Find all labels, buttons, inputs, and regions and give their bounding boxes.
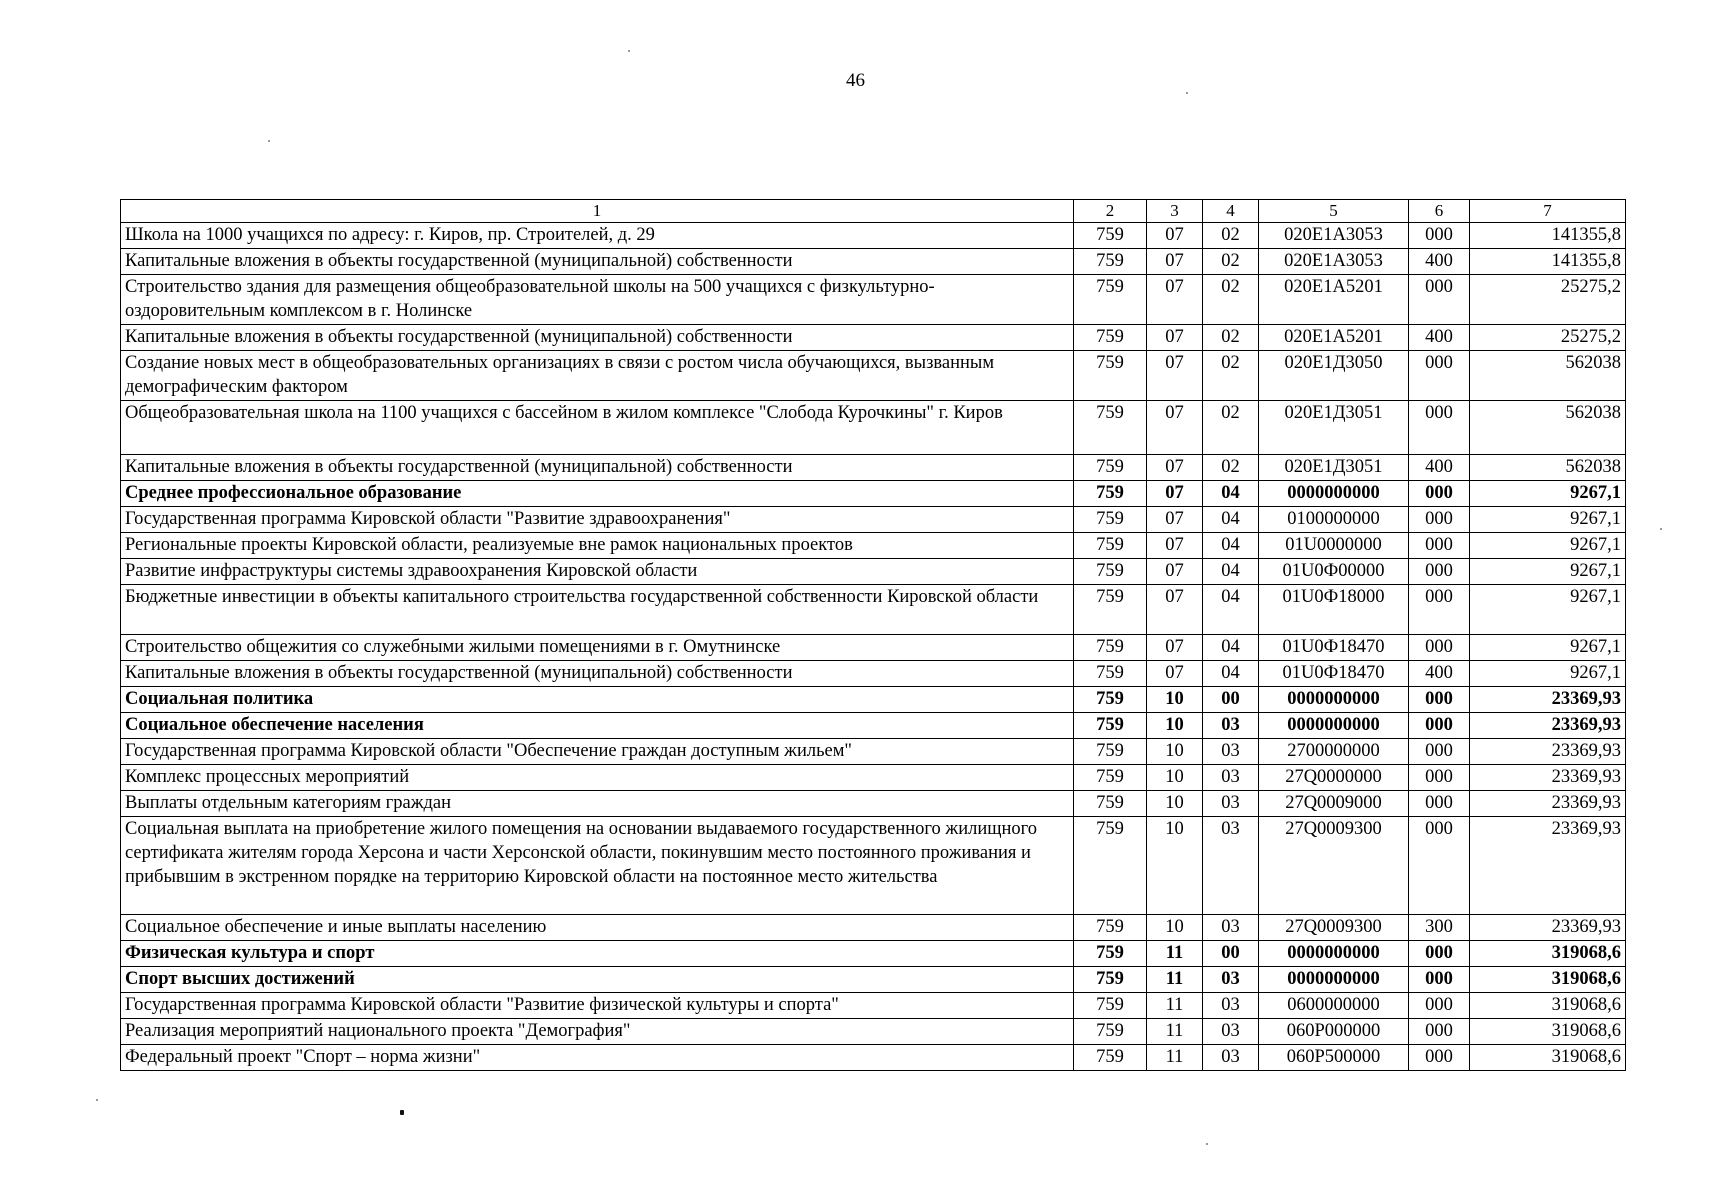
code-2-cell: 759 (1074, 687, 1147, 713)
code-2-cell: 759 (1074, 533, 1147, 559)
code-3-cell: 10 (1147, 791, 1203, 817)
table-row (121, 481, 1626, 507)
code-6-cell: 400 (1409, 249, 1470, 275)
code-6-cell: 000 (1409, 401, 1470, 455)
code-5-cell: 020E1A3053 (1259, 223, 1409, 249)
code-2-cell: 759 (1074, 249, 1147, 275)
code-3-cell: 07 (1147, 533, 1203, 559)
code-4-cell: 03 (1203, 791, 1259, 817)
code-6-cell: 000 (1409, 533, 1470, 559)
amount-cell: 9267,1 (1470, 533, 1626, 559)
table-row (121, 455, 1626, 481)
amount-cell: 319068,6 (1470, 941, 1626, 967)
row-name-cell: Федеральный проект "Спорт – норма жизни" (121, 1045, 1074, 1071)
code-5-cell: 27Q0009300 (1259, 915, 1409, 941)
amount-cell: 23369,93 (1470, 817, 1626, 915)
code-5-cell: 0000000000 (1259, 713, 1409, 739)
code-2-cell: 759 (1074, 507, 1147, 533)
column-header: 7 (1470, 200, 1626, 223)
code-6-cell: 000 (1409, 1019, 1470, 1045)
row-name-cell: Капитальные вложения в объекты государственной (муниципальной) собственности (121, 661, 1074, 687)
row-name-cell: Капитальные вложения в объекты государственной (муниципальной) собственности (121, 249, 1074, 275)
table-row (121, 967, 1626, 993)
code-2-cell: 759 (1074, 585, 1147, 635)
row-name-cell: Комплекс процессных мероприятий (121, 765, 1074, 791)
code-3-cell: 07 (1147, 275, 1203, 325)
scan-speck (1660, 528, 1662, 530)
row-name-cell: Бюджетные инвестиции в объекты капитального строительства государственной собственности Кировской области (121, 585, 1074, 635)
code-6-cell: 000 (1409, 507, 1470, 533)
code-4-cell: 03 (1203, 993, 1259, 1019)
code-5-cell: 27Q0009300 (1259, 817, 1409, 915)
code-5-cell: 0600000000 (1259, 993, 1409, 1019)
code-3-cell: 07 (1147, 661, 1203, 687)
code-4-cell: 04 (1203, 507, 1259, 533)
row-name-cell: Социальное обеспечение и иные выплаты населению (121, 915, 1074, 941)
code-6-cell: 000 (1409, 967, 1470, 993)
code-6-cell: 000 (1409, 687, 1470, 713)
code-4-cell: 03 (1203, 713, 1259, 739)
row-name-cell: Строительство общежития со служебными жилыми помещениями в г. Омутнинске (121, 635, 1074, 661)
table-row (121, 635, 1626, 661)
code-3-cell: 07 (1147, 401, 1203, 455)
amount-cell: 23369,93 (1470, 687, 1626, 713)
code-5-cell: 0000000000 (1259, 941, 1409, 967)
amount-cell: 562038 (1470, 351, 1626, 401)
code-3-cell: 07 (1147, 223, 1203, 249)
code-6-cell: 000 (1409, 351, 1470, 401)
code-2-cell: 759 (1074, 1019, 1147, 1045)
column-header: 2 (1074, 200, 1147, 223)
row-name-cell: Капитальные вложения в объекты государственной (муниципальной) собственности (121, 455, 1074, 481)
table-row (121, 249, 1626, 275)
code-3-cell: 11 (1147, 1045, 1203, 1071)
code-4-cell: 03 (1203, 817, 1259, 915)
code-5-cell: 27Q0000000 (1259, 765, 1409, 791)
code-4-cell: 02 (1203, 351, 1259, 401)
scan-speck (268, 140, 270, 142)
row-name-cell: Социальная выплата на приобретение жилого помещения на основании выдаваемого государственного жилищного сертификата жителям города Херсона и части Херсонской области, покинувшим место постоянного проживания и прибывшим в экстренном порядке на территорию Кировской области на постоянное место жительства (121, 817, 1074, 915)
table-row (121, 275, 1626, 325)
code-5-cell: 01U0Ф18470 (1259, 661, 1409, 687)
column-header: 3 (1147, 200, 1203, 223)
code-2-cell: 759 (1074, 455, 1147, 481)
row-name-cell: Школа на 1000 учащихся по адресу: г. Киров, пр. Строителей, д. 29 (121, 223, 1074, 249)
code-2-cell: 759 (1074, 791, 1147, 817)
code-2-cell: 759 (1074, 481, 1147, 507)
table-row (121, 559, 1626, 585)
code-4-cell: 04 (1203, 635, 1259, 661)
code-6-cell: 000 (1409, 713, 1470, 739)
code-3-cell: 10 (1147, 687, 1203, 713)
table-row (121, 661, 1626, 687)
column-header: 4 (1203, 200, 1259, 223)
amount-cell: 9267,1 (1470, 507, 1626, 533)
code-4-cell: 03 (1203, 915, 1259, 941)
table-row (121, 915, 1626, 941)
code-2-cell: 759 (1074, 915, 1147, 941)
code-4-cell: 04 (1203, 585, 1259, 635)
code-5-cell: 01U0000000 (1259, 533, 1409, 559)
code-5-cell: 0000000000 (1259, 967, 1409, 993)
code-4-cell: 04 (1203, 559, 1259, 585)
code-6-cell: 000 (1409, 481, 1470, 507)
table-row (121, 1045, 1626, 1071)
amount-cell: 25275,2 (1470, 275, 1626, 325)
code-6-cell: 000 (1409, 791, 1470, 817)
amount-cell: 319068,6 (1470, 1019, 1626, 1045)
code-3-cell: 10 (1147, 713, 1203, 739)
code-6-cell: 000 (1409, 993, 1470, 1019)
code-4-cell: 04 (1203, 533, 1259, 559)
column-header: 6 (1409, 200, 1470, 223)
code-3-cell: 11 (1147, 1019, 1203, 1045)
code-3-cell: 07 (1147, 325, 1203, 351)
column-header: 5 (1259, 200, 1409, 223)
row-name-cell: Общеобразовательная школа на 1100 учащихся с бассейном в жилом комплексе "Слобода Курочкины" г. Киров (121, 401, 1074, 455)
code-5-cell: 060P500000 (1259, 1045, 1409, 1071)
code-5-cell: 060P000000 (1259, 1019, 1409, 1045)
budget-table (120, 199, 1626, 1071)
code-6-cell: 000 (1409, 223, 1470, 249)
scan-speck (1186, 92, 1188, 94)
code-4-cell: 02 (1203, 325, 1259, 351)
code-2-cell: 759 (1074, 559, 1147, 585)
code-6-cell: 000 (1409, 765, 1470, 791)
amount-cell: 23369,93 (1470, 915, 1626, 941)
code-5-cell: 020E1A5201 (1259, 275, 1409, 325)
amount-cell: 562038 (1470, 455, 1626, 481)
code-2-cell: 759 (1074, 401, 1147, 455)
row-name-cell: Спорт высших достижений (121, 967, 1074, 993)
row-name-cell: Государственная программа Кировской области "Развитие здравоохранения" (121, 507, 1074, 533)
code-6-cell: 400 (1409, 325, 1470, 351)
code-2-cell: 759 (1074, 661, 1147, 687)
amount-cell: 319068,6 (1470, 993, 1626, 1019)
code-2-cell: 759 (1074, 351, 1147, 401)
table-row (121, 739, 1626, 765)
code-4-cell: 03 (1203, 967, 1259, 993)
amount-cell: 562038 (1470, 401, 1626, 455)
code-5-cell: 020E1Д3051 (1259, 401, 1409, 455)
row-name-cell: Развитие инфраструктуры системы здравоохранения Кировской области (121, 559, 1074, 585)
code-6-cell: 000 (1409, 585, 1470, 635)
code-5-cell: 27Q0009000 (1259, 791, 1409, 817)
code-2-cell: 759 (1074, 275, 1147, 325)
row-name-cell: Социальное обеспечение населения (121, 713, 1074, 739)
code-6-cell: 400 (1409, 455, 1470, 481)
code-5-cell: 01U0Ф18000 (1259, 585, 1409, 635)
row-name-cell: Капитальные вложения в объекты государственной (муниципальной) собственности (121, 325, 1074, 351)
amount-cell: 9267,1 (1470, 661, 1626, 687)
code-5-cell: 020E1A3053 (1259, 249, 1409, 275)
code-5-cell: 0100000000 (1259, 507, 1409, 533)
table-row (121, 1019, 1626, 1045)
code-3-cell: 07 (1147, 249, 1203, 275)
code-6-cell: 400 (1409, 661, 1470, 687)
code-3-cell: 07 (1147, 507, 1203, 533)
amount-cell: 25275,2 (1470, 325, 1626, 351)
amount-cell: 23369,93 (1470, 739, 1626, 765)
code-3-cell: 07 (1147, 559, 1203, 585)
code-4-cell: 00 (1203, 941, 1259, 967)
amount-cell: 319068,6 (1470, 1045, 1626, 1071)
code-2-cell: 759 (1074, 993, 1147, 1019)
code-6-cell: 000 (1409, 275, 1470, 325)
code-4-cell: 04 (1203, 661, 1259, 687)
amount-cell: 9267,1 (1470, 635, 1626, 661)
code-4-cell: 03 (1203, 765, 1259, 791)
code-3-cell: 10 (1147, 817, 1203, 915)
table-row (121, 507, 1626, 533)
scan-speck (628, 50, 630, 52)
code-3-cell: 07 (1147, 635, 1203, 661)
row-name-cell: Государственная программа Кировской области "Развитие физической культуры и спорта" (121, 993, 1074, 1019)
code-6-cell: 000 (1409, 559, 1470, 585)
code-5-cell: 0000000000 (1259, 481, 1409, 507)
table-row (121, 817, 1626, 915)
code-5-cell: 020E1A5201 (1259, 325, 1409, 351)
code-5-cell: 020E1Д3050 (1259, 351, 1409, 401)
amount-cell: 9267,1 (1470, 585, 1626, 635)
code-6-cell: 000 (1409, 941, 1470, 967)
code-4-cell: 03 (1203, 739, 1259, 765)
code-2-cell: 759 (1074, 967, 1147, 993)
code-4-cell: 02 (1203, 275, 1259, 325)
code-3-cell: 07 (1147, 585, 1203, 635)
code-3-cell: 07 (1147, 455, 1203, 481)
row-name-cell: Реализация мероприятий национального проекта "Демография" (121, 1019, 1074, 1045)
column-number-row (121, 200, 1626, 223)
row-name-cell: Создание новых мест в общеобразовательных организациях в связи с ростом числа обучающихся, вызванным демографическим фактором (121, 351, 1074, 401)
code-2-cell: 759 (1074, 941, 1147, 967)
code-4-cell: 02 (1203, 223, 1259, 249)
code-3-cell: 07 (1147, 351, 1203, 401)
code-3-cell: 10 (1147, 765, 1203, 791)
row-name-cell: Региональные проекты Кировской области, реализуемые вне рамок национальных проектов (121, 533, 1074, 559)
amount-cell: 23369,93 (1470, 791, 1626, 817)
amount-cell: 9267,1 (1470, 559, 1626, 585)
table-row (121, 533, 1626, 559)
code-5-cell: 01U0Ф00000 (1259, 559, 1409, 585)
code-6-cell: 000 (1409, 739, 1470, 765)
amount-cell: 141355,8 (1470, 223, 1626, 249)
code-2-cell: 759 (1074, 713, 1147, 739)
code-4-cell: 00 (1203, 687, 1259, 713)
code-3-cell: 11 (1147, 967, 1203, 993)
page-number: 46 (846, 70, 865, 91)
table-row (121, 765, 1626, 791)
code-5-cell: 0000000000 (1259, 687, 1409, 713)
code-2-cell: 759 (1074, 223, 1147, 249)
code-4-cell: 02 (1203, 249, 1259, 275)
code-3-cell: 11 (1147, 941, 1203, 967)
code-3-cell: 10 (1147, 915, 1203, 941)
table-row (121, 325, 1626, 351)
code-4-cell: 03 (1203, 1045, 1259, 1071)
scan-speck (96, 1099, 98, 1101)
code-4-cell: 03 (1203, 1019, 1259, 1045)
code-4-cell: 04 (1203, 481, 1259, 507)
table-row (121, 223, 1626, 249)
code-6-cell: 000 (1409, 1045, 1470, 1071)
code-6-cell: 000 (1409, 635, 1470, 661)
code-5-cell: 2700000000 (1259, 739, 1409, 765)
table-row (121, 941, 1626, 967)
row-name-cell: Среднее профессиональное образование (121, 481, 1074, 507)
row-name-cell: Государственная программа Кировской области "Обеспечение граждан доступным жильем" (121, 739, 1074, 765)
amount-cell: 23369,93 (1470, 713, 1626, 739)
table-row (121, 401, 1626, 455)
table-row (121, 993, 1626, 1019)
amount-cell: 9267,1 (1470, 481, 1626, 507)
row-name-cell: Строительство здания для размещения общеобразовательной школы на 500 учащихся с физкультурно-оздоровительным комплексом в г. Нолинске (121, 275, 1074, 325)
table-row (121, 791, 1626, 817)
code-2-cell: 759 (1074, 817, 1147, 915)
row-name-cell: Социальная политика (121, 687, 1074, 713)
scan-speck (400, 1110, 404, 1115)
table-row (121, 687, 1626, 713)
table-row (121, 351, 1626, 401)
row-name-cell: Физическая культура и спорт (121, 941, 1074, 967)
code-4-cell: 02 (1203, 455, 1259, 481)
code-4-cell: 02 (1203, 401, 1259, 455)
amount-cell: 23369,93 (1470, 765, 1626, 791)
code-2-cell: 759 (1074, 739, 1147, 765)
code-3-cell: 07 (1147, 481, 1203, 507)
code-6-cell: 000 (1409, 817, 1470, 915)
code-2-cell: 759 (1074, 325, 1147, 351)
amount-cell: 141355,8 (1470, 249, 1626, 275)
row-name-cell: Выплаты отдельным категориям граждан (121, 791, 1074, 817)
column-header: 1 (121, 200, 1074, 223)
code-2-cell: 759 (1074, 635, 1147, 661)
scan-speck (1206, 1143, 1208, 1145)
code-5-cell: 01U0Ф18470 (1259, 635, 1409, 661)
table-row (121, 585, 1626, 635)
code-6-cell: 300 (1409, 915, 1470, 941)
code-2-cell: 759 (1074, 1045, 1147, 1071)
code-5-cell: 020E1Д3051 (1259, 455, 1409, 481)
code-3-cell: 10 (1147, 739, 1203, 765)
amount-cell: 319068,6 (1470, 967, 1626, 993)
code-3-cell: 11 (1147, 993, 1203, 1019)
code-2-cell: 759 (1074, 765, 1147, 791)
table-row (121, 713, 1626, 739)
